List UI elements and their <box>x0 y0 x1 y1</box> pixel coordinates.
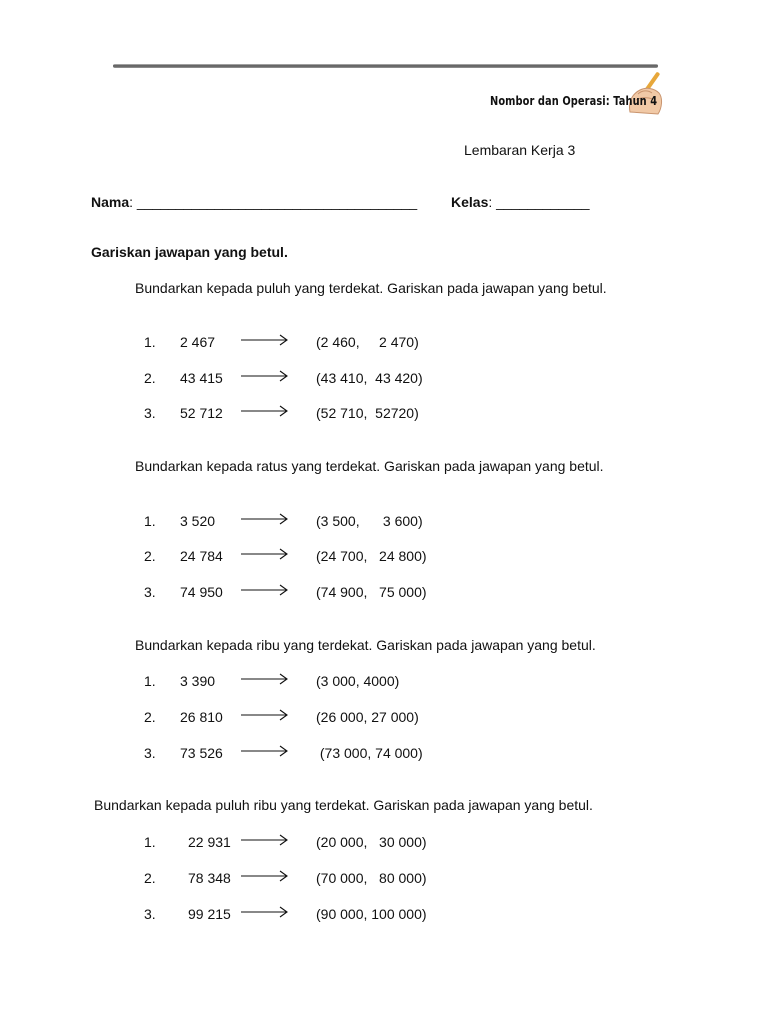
question-value: 52 712 <box>180 405 223 421</box>
section-prompt: Bundarkan kepada puluh yang terdekat. Gariskan pada jawapan yang betul. <box>135 280 607 296</box>
question-value: 73 526 <box>180 745 223 761</box>
worksheet-title: Lembaran Kerja 3 <box>464 142 576 158</box>
question-value: 78 348 <box>188 870 231 886</box>
arrow-icon <box>241 906 289 918</box>
arrow-icon <box>241 370 289 382</box>
question-number: 3. <box>144 405 156 421</box>
answer-choices[interactable]: (2 460, 2 470) <box>316 334 419 350</box>
question-item <box>144 709 464 727</box>
name-label: Nama <box>91 194 130 210</box>
arrow-icon <box>241 745 289 757</box>
name-line: : ____________________________________ <box>129 194 418 210</box>
question-item <box>144 334 464 352</box>
section-prompt: Bundarkan kepada ratus yang terdekat. Gariskan pada jawapan yang betul. <box>135 458 604 474</box>
question-value: 43 415 <box>180 370 223 386</box>
question-number: 1. <box>144 513 156 529</box>
arrow-icon <box>241 584 289 596</box>
class-field <box>451 194 590 210</box>
answer-choices[interactable]: (70 000, 80 000) <box>316 870 427 886</box>
question-item <box>144 513 464 531</box>
arrow-icon <box>241 513 289 525</box>
question-value: 2 467 <box>180 334 216 350</box>
question-value: 22 931 <box>188 834 231 850</box>
top-divider <box>113 64 658 68</box>
question-value: 26 810 <box>180 709 223 725</box>
answer-choices[interactable]: (26 000, 27 000) <box>316 709 419 725</box>
question-item <box>144 584 464 602</box>
question-item <box>144 370 464 388</box>
question-item <box>144 834 464 852</box>
question-value: 24 784 <box>180 548 223 564</box>
answer-choices[interactable]: (74 900, 75 000) <box>316 584 427 600</box>
question-number: 3. <box>144 745 156 761</box>
question-item <box>144 673 464 691</box>
question-number: 2. <box>144 709 156 725</box>
question-value: 3 390 <box>180 673 216 689</box>
answer-choices[interactable]: (43 410, 43 420) <box>316 370 423 386</box>
question-item <box>144 548 464 566</box>
question-number: 1. <box>144 334 156 350</box>
arrow-icon <box>241 405 289 417</box>
arrow-icon <box>241 334 289 346</box>
question-number: 3. <box>144 584 156 600</box>
name-field <box>91 194 417 210</box>
answer-choices[interactable]: (20 000, 30 000) <box>316 834 427 850</box>
worksheet-subject: Nombor dan Operasi: Tahun 4 <box>490 94 658 108</box>
arrow-icon <box>241 548 289 560</box>
instruction: Gariskan jawapan yang betul. <box>91 244 288 260</box>
answer-choices[interactable]: (73 000, 74 000) <box>316 745 423 761</box>
arrow-icon <box>241 870 289 882</box>
section-prompt: Bundarkan kepada ribu yang terdekat. Gariskan pada jawapan yang betul. <box>135 637 596 653</box>
question-number: 2. <box>144 370 156 386</box>
question-value: 99 215 <box>188 906 231 922</box>
answer-choices[interactable]: (3 000, 4000) <box>316 673 400 689</box>
answer-choices[interactable]: (3 500, 3 600) <box>316 513 423 529</box>
class-line: : ____________ <box>488 194 590 210</box>
hand-writing-icon <box>624 68 666 116</box>
section-prompt: Bundarkan kepada puluh ribu yang terdekat. Gariskan pada jawapan yang betul. <box>94 797 593 813</box>
question-item <box>144 405 464 423</box>
question-number: 1. <box>144 834 156 850</box>
question-value: 74 950 <box>180 584 223 600</box>
arrow-icon <box>241 709 289 721</box>
class-label: Kelas <box>451 194 489 210</box>
question-value: 3 520 <box>180 513 216 529</box>
question-number: 3. <box>144 906 156 922</box>
arrow-icon <box>241 673 289 685</box>
arrow-icon <box>241 834 289 846</box>
question-number: 2. <box>144 548 156 564</box>
question-item <box>144 745 464 763</box>
question-item <box>144 870 464 888</box>
question-number: 2. <box>144 870 156 886</box>
question-number: 1. <box>144 673 156 689</box>
answer-choices[interactable]: (90 000, 100 000) <box>316 906 427 922</box>
answer-choices[interactable]: (52 710, 52720) <box>316 405 419 421</box>
answer-choices[interactable]: (24 700, 24 800) <box>316 548 427 564</box>
question-item <box>144 906 464 924</box>
